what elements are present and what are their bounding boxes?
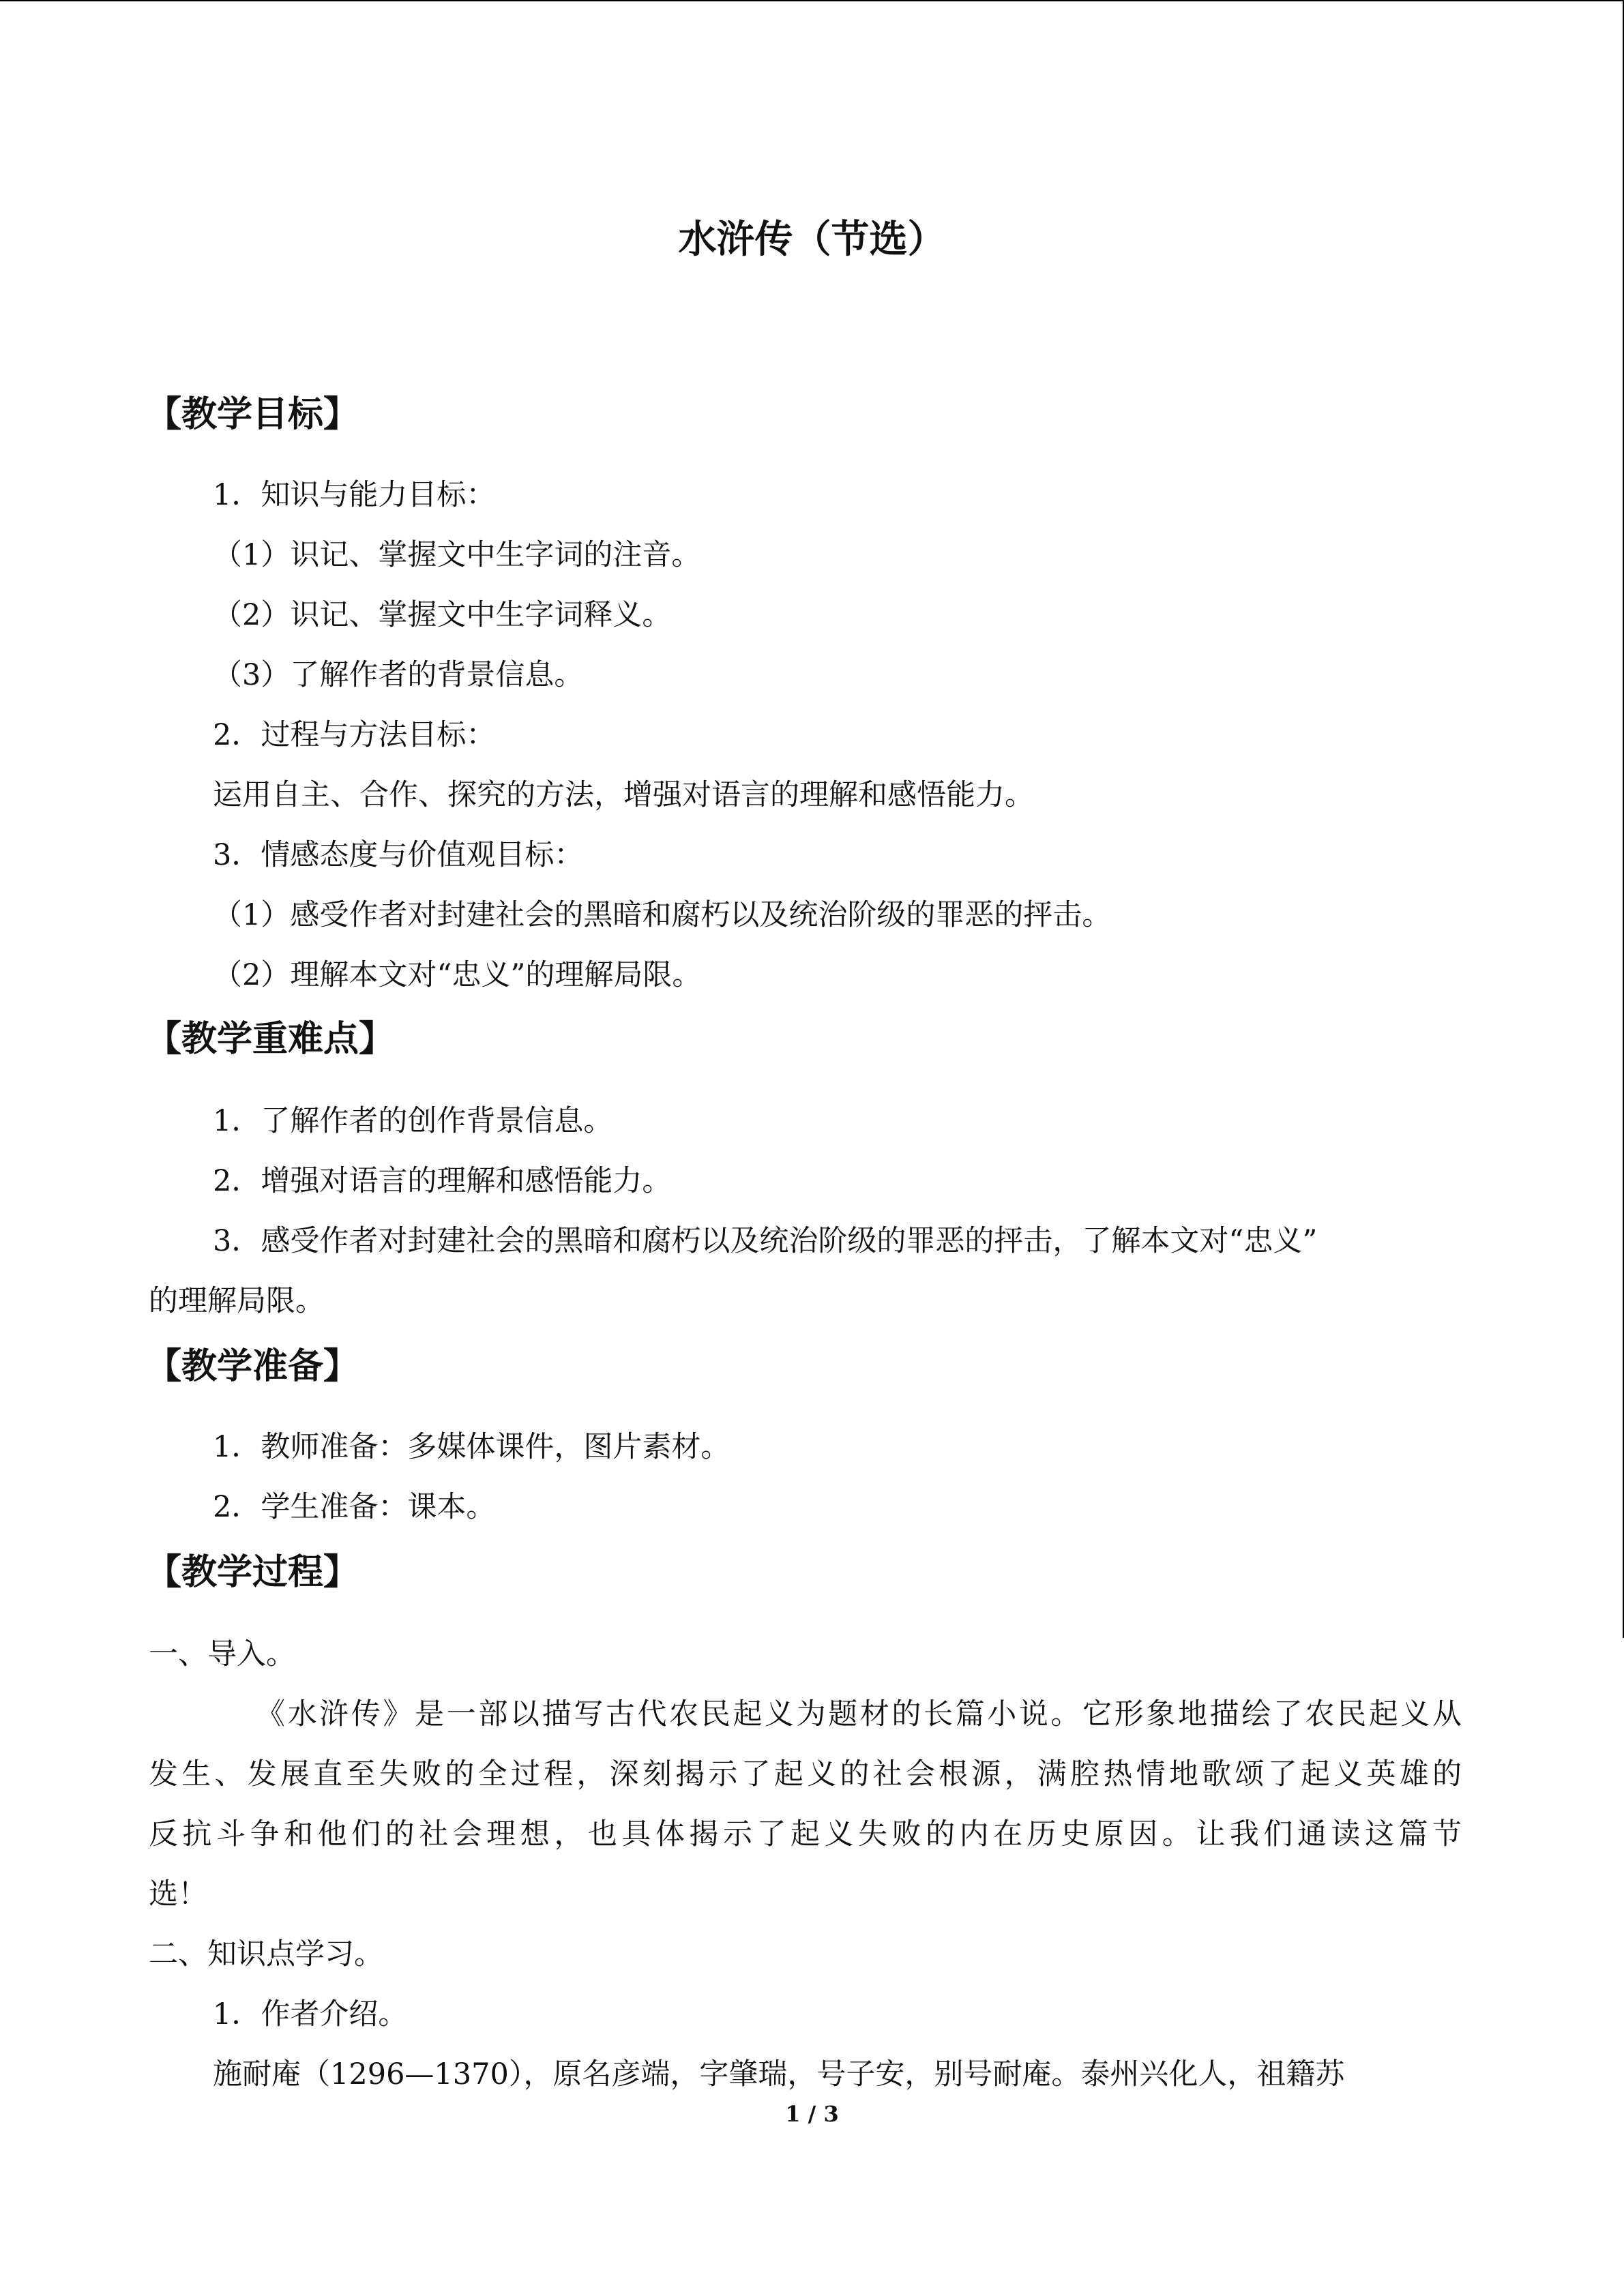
page-number: 1 / 3 [785, 2101, 839, 2127]
text-line: 3．感受作者对封建社会的黑暗和腐朽以及统治阶级的罪恶的抨击，了解本文对“忠义” [213, 1224, 1318, 1258]
text-line: 反抗斗争和他们的社会理想，也具体揭示了起义失败的内在历史原因。让我们通读这篇节 [149, 1817, 1462, 1851]
text-line: 二、知识点学习。 [149, 1937, 383, 1971]
text-line: 运用自主、合作、探究的方法，增强对语言的理解和感悟能力。 [213, 778, 1034, 812]
text-line: 一、导入。 [149, 1637, 295, 1671]
text-line: 1．知识与能力目标： [213, 478, 496, 512]
text-line: 2．学生准备：课本。 [213, 1490, 496, 1524]
text-line: 发生、发展直至失败的全过程，深刻揭示了起义的社会根源，满腔热情地歌颂了起义英雄的 [149, 1757, 1462, 1791]
text-line: 2．过程与方法目标： [213, 718, 496, 752]
section-heading-key-points: 【教学重难点】 [146, 1019, 395, 1060]
text-line: （2）识记、掌握文中生字词释义。 [213, 598, 672, 632]
text-line: 1．了解作者的创作背景信息。 [213, 1104, 613, 1138]
text-line: （2）理解本文对“忠义”的理解局限。 [213, 958, 702, 992]
text-line: 《水浒传》是一部以描写古代农民起义为题材的长篇小说。它形象地描绘了农民起义从 [256, 1697, 1462, 1731]
section-heading-preparation: 【教学准备】 [146, 1346, 359, 1387]
section-heading-objectives: 【教学目标】 [146, 394, 359, 435]
text-line: （1）感受作者对封建社会的黑暗和腐朽以及统治阶级的罪恶的抨击。 [213, 898, 1112, 932]
text-line: 1．教师准备：多媒体课件，图片素材。 [213, 1430, 730, 1464]
document-title: 水浒传（节选） [678, 218, 946, 262]
text-line: 选！ [149, 1877, 207, 1911]
text-line: 1．作者介绍。 [213, 1997, 408, 2031]
text-line: 的理解局限。 [149, 1284, 325, 1318]
text-line: 2．增强对语言的理解和感悟能力。 [213, 1164, 672, 1198]
section-heading-process: 【教学过程】 [146, 1552, 359, 1593]
text-line: 3．情感态度与价值观目标： [213, 838, 584, 872]
text-line: 施耐庵（1296—1370），原名彦端，字肇瑞，号子安，别号耐庵。泰州兴化人，祖籍苏 [213, 2057, 1345, 2091]
text-line: （3）了解作者的背景信息。 [213, 658, 584, 692]
text-line: （1）识记、掌握文中生字词的注音。 [213, 538, 701, 572]
